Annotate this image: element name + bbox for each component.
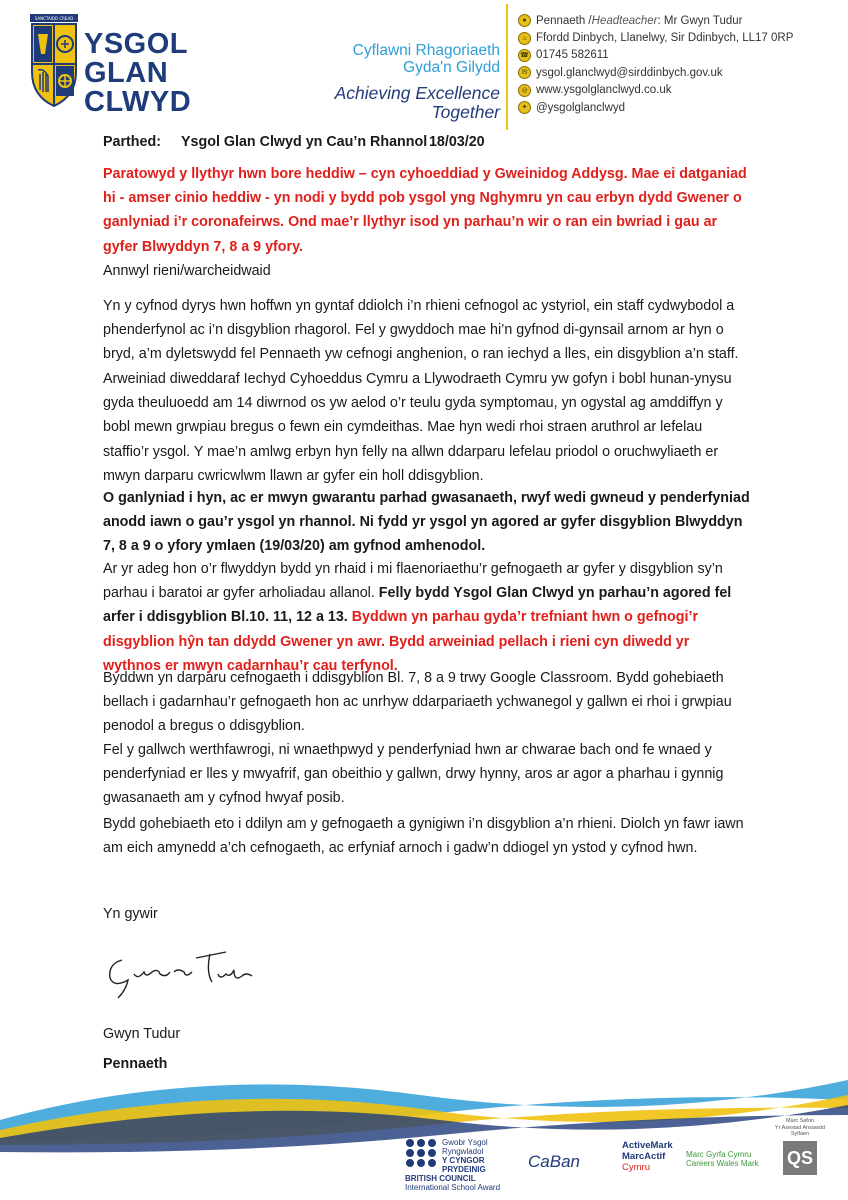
- motto-welsh-line: Gyda'n Gilydd: [403, 59, 500, 76]
- subject-text: Ysgol Glan Clwyd yn Cau’n Rhannol: [180, 134, 428, 150]
- motto-english-line: Achieving Excellence: [334, 83, 500, 103]
- paragraph-4-plain: Ar yr adeg hon o’r flwyddyn bydd yn rhaid i mi flaenoriaethu’r gefnogaeth ar gyfer y disgyblion sy’n parhau i baratoi ar gyfer arholiadau allanol.: [103, 561, 723, 602]
- paragraph-1: Yn y cyfnod dyrys hwn hoffwn yn gyntaf ddiolch i’n rhieni cefnogol ac ystyriol, ein staff cydwybodol a phenderfynol ac i’n disgyblion rhagorol. Fel y gwyddoch mae hi’n gyfnod di-gynsail arnom ar hyn o bryd, a’m dyletswydd fel Pennaeth yw cefnogi anghenion, o ran iechyd a lles, ein disgyblion a’n staff.: [103, 298, 739, 363]
- phone-icon: ☎: [518, 49, 531, 62]
- closing: Yn gywir: [103, 906, 158, 922]
- contact-twitter[interactable]: ✦ @ysgolglanclwyd: [518, 99, 793, 116]
- person-icon: ●: [518, 14, 531, 27]
- contact-phone: ☎ 01745 582611: [518, 47, 793, 64]
- logo-activemark: ActiveMark MarcActif Cymru: [622, 1140, 673, 1173]
- crest-banner-text: SANCTAIDD CREAD: [34, 16, 74, 21]
- notice-paragraph: Paratowyd y llythyr hwn bore heddiw – cyn cyhoeddiad y Gweinidog Addysg. Mae ei datganiad hi - amser cinio heddiw - yn nodi y bydd pob ysgol yng Nghymru yn cau erbyn dydd Gwener o ganlyniad i’r coronafeirws. Ond mae’r llythyr isod yn parhau’n wir o ran ein bwriad i gau ar gyfer Blwyddyn 7, 8 a 9 yfory.: [103, 166, 747, 255]
- british-council-dots-icon: [405, 1138, 439, 1168]
- school-name-line: YSGOL: [84, 28, 189, 60]
- contact-block: [518, 12, 793, 116]
- paragraph-4-bold: Felly bydd Ysgol Glan Clwyd yn parhau’n agored fel arfer i ddisgyblion Bl.10. 11, 12 a 13.: [103, 585, 732, 626]
- paragraph-6: Fel y gallwch werthfawrogi, ni wnaethpwyd y penderfyniad hwn ar chwarae bach ond fe wnaed y penderfyniad er lles y mwyafrif, gan obeithio y gallwn, drwy hynny, aros ar agor a pharhau i gynnig gwasanaeth am y cyfnod hwyaf posib.: [103, 742, 724, 807]
- signatory-title: Pennaeth: [103, 1056, 168, 1072]
- qs-badge: QS: [783, 1141, 817, 1175]
- contact-headteacher: ● Pennaeth / Headteacher : Mr Gwyn Tudur: [518, 12, 793, 29]
- paragraph-7: Bydd gohebiaeth eto i ddilyn am y gefnogaeth a gynigiwn i’n disgyblion a’n rhieni. Diolch yn fawr iawn am eich amynedd a’ch cefnogaeth, ac erfyniaf arnoch i gadw’n ddiogel yn ystod y cyfnod hwn.: [103, 816, 744, 857]
- subject-label: Parthed:: [103, 134, 161, 150]
- paragraph-5: Byddwn yn darparu cefnogaeth i ddisgyblion Bl. 7, 8 a 9 trwy Google Classroom. Bydd gohebiaeth bellach i gadarnhau’r gefnogaeth hon ac unrhyw ddarpariaeth ychwanegol y gallwn ei rhoi i grwpiau penodol a bregus o ddisgyblion.: [103, 670, 732, 735]
- email-icon: ✉: [518, 66, 531, 79]
- logo-quality-standard: Marc Safon Yr Asesiad Ansawdd Sylfaen QS: [770, 1118, 830, 1175]
- subject-line: [103, 134, 485, 150]
- logo-caban: CaBan: [528, 1152, 580, 1171]
- letter-date: 18/03/20: [428, 134, 485, 150]
- salutation: Annwyl rieni/warcheidwaid: [103, 263, 271, 279]
- logo-careers-wales: Marc Gyrfa Cymru Careers Wales Mark: [686, 1150, 759, 1168]
- school-crest-logo: [30, 14, 78, 108]
- globe-icon: ◎: [518, 84, 531, 97]
- contact-address: ⌂ Ffordd Dinbych, Llanelwy, Sir Ddinbych, LL17 0RP: [518, 29, 793, 46]
- paragraph-4: [103, 557, 751, 678]
- motto-english-line: Together: [431, 102, 500, 122]
- header-divider: [506, 4, 508, 130]
- school-name-line: GLAN: [84, 57, 169, 89]
- motto-welsh: [330, 42, 500, 76]
- logo-british-council: Gwobr Ysgol Ryngwladol Y CYNGOR PRYDEINIG BRITISH COUNCIL International School Award: [405, 1138, 501, 1192]
- school-name: [84, 30, 191, 117]
- motto-welsh-line: Cyflawni Rhagoriaeth: [352, 42, 500, 59]
- paragraph-3: O ganlyniad i hyn, ac er mwyn gwarantu parhad gwasanaeth, rwyf wedi gwneud y penderfyniad anodd iawn o gau’r ysgol yn rhannol. Ni fydd yr ysgol yn agored ar gyfer disgyblion Blwyddyn 7, 8 a 9 o yfory ymlaen (19/03/20) am gyfnod amhenodol.: [103, 490, 750, 555]
- paragraph-4-highlight: Byddwn yn parhau gyda’r trefniant hwn o gefnogi’r disgyblion hŷn tan ddydd Gwener yn awr. Bydd arweiniad pellach i rieni cyn diwedd yr wythnos er mwyn cadarnhau’r cau terfynol.: [103, 609, 699, 674]
- signature-text: Gwyn Tudur: [100, 938, 106, 939]
- contact-email[interactable]: ✉ ysgol.glanclwyd@sirddinbych.gov.uk: [518, 64, 793, 81]
- twitter-icon: ✦: [518, 101, 531, 114]
- signatory-name: Gwyn Tudur: [103, 1026, 181, 1042]
- motto-english: [310, 84, 500, 122]
- school-name-line: CLWYD: [84, 86, 192, 118]
- signature: [100, 938, 260, 1004]
- paragraph-2: Arweiniad diweddaraf Iechyd Cyhoeddus Cymru a Llywodraeth Cymru yw gofyn i bobl hunan-ynysu gyda theuluoedd am 14 diwrnod os yw aelod o’r teulu gyda symptomau, yn ogystal ag amddiffyn y bobl mewn grwpiau bregus o fewn ein cymdeithas. Mae hyn wedi rhoi straen aruthrol ar lefelau staffio’r ysgol. Y mae’n amlwg erbyn hyn felly na allwn ddarparu lefelau priodol o oruchwyliaeth er mwyn darparu cwricwlwm llawn ar gyfer ein holl ddisgyblion.: [103, 371, 732, 484]
- home-icon: ⌂: [518, 32, 531, 45]
- contact-website[interactable]: ◎ www.ysgolglanclwyd.co.uk: [518, 82, 793, 99]
